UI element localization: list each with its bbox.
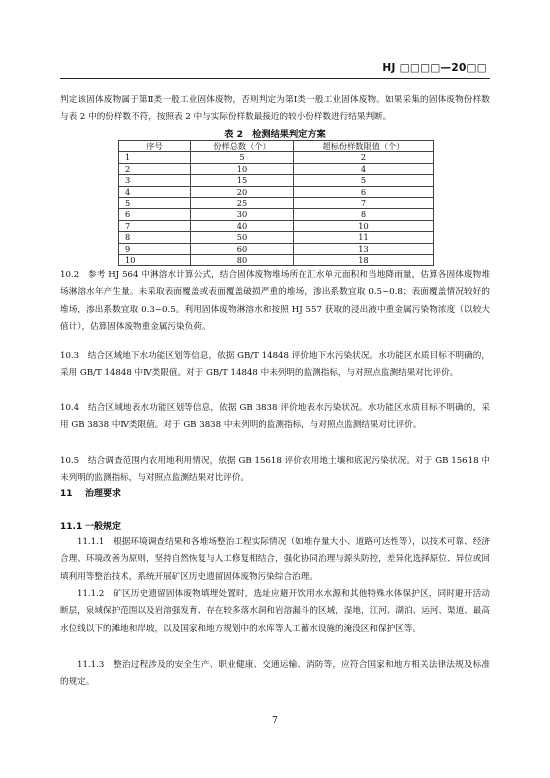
table-header-row: [119, 141, 434, 152]
cell-index: 5: [119, 198, 191, 209]
clause-11-1-1: 11.1.1 根据环境调查结果和各堆场整治工程实际情况（如堆存量大小、道路可达性等），以技术可靠、经济合理、环境改善为原则，坚持自然恢复与人工修复相结合，强化协同治理与源头防控，差异化选择原位、异位或回填利用等整治技术，系统开展矿区历史遗留固体废物污染综合治理。: [60, 537, 490, 582]
cell-total: 5: [191, 152, 294, 163]
col-header-index: 序号: [119, 141, 191, 152]
col-header-limit: 超标份样数限值（个）: [294, 141, 434, 152]
cell-index: 2: [119, 163, 191, 174]
cell-limit: 13: [294, 243, 434, 254]
clause-10-4: 10.4 结合区域地表水功能区划等信息，依据 GB 3838 评价地表水污染状况。水功能区水质目标不明确的，采用 GB 3838 中Ⅳ类限值。对于 GB 3838 中未列明的监测指标，与对照点监测结果对比评价。: [60, 403, 490, 431]
cell-index: 3: [119, 175, 191, 186]
clause-11-1-3: 11.1.3 整治过程涉及的安全生产、职业健康、交通运输、消防等，应符合国家和地方相关法律法规及标准的规定。: [60, 660, 490, 688]
table-row: [119, 186, 434, 197]
cell-total: 50: [191, 232, 294, 243]
table-row: [119, 243, 434, 254]
clause-10-5: 10.5 结合调查范围内农用地利用情况，依据 GB 15618 评价农用地土壤和底泥污染状况。对于 GB 15618 中未列明的监测指标，与对照点监测结果对比评价。: [60, 456, 490, 484]
section-11-1-title: 一般规定: [85, 522, 122, 532]
section-11-heading: [60, 486, 121, 499]
cell-limit: 7: [294, 198, 434, 209]
cell-index: 7: [119, 220, 191, 231]
cell-limit: 10: [294, 220, 434, 231]
cell-limit: 11: [294, 232, 434, 243]
cell-total: 30: [191, 209, 294, 220]
page-number: 7: [272, 716, 278, 726]
table-row: [119, 152, 434, 163]
cell-limit: 6: [294, 186, 434, 197]
cell-limit: 8: [294, 209, 434, 220]
table-row: [119, 175, 434, 186]
table-row: [119, 209, 434, 220]
cell-index: 8: [119, 232, 191, 243]
cell-total: 80: [191, 255, 294, 266]
cell-total: 25: [191, 198, 294, 209]
table-row: [119, 163, 434, 174]
table-row: [119, 198, 434, 209]
cell-index: 4: [119, 186, 191, 197]
clause-10-2: 10.2 参考 HJ 564 中淋溶水计算公式，结合固体废物堆场所在汇水单元面积和当地降雨量，估算各固体废物堆场淋溶水年产生量。未采取表面覆盖或表面覆盖破损严重的堆场，渗出系数宜取 0.5~0.8；表面覆盖情况较好的堆场，渗出系数宜取 0.3~0.5。利用固体废物淋溶水和按照 HJ 557 获取的浸出液中重金属污染物浓度（以较大值计），估算固体废物重金属污染负荷。: [60, 270, 490, 333]
table-row: [119, 232, 434, 243]
cell-limit: 5: [294, 175, 434, 186]
standard-code-header: HJ □□□□—20□□: [382, 62, 487, 74]
section-11-number: 11: [60, 489, 73, 499]
section-11-1-heading: [60, 519, 121, 532]
cell-index: 10: [119, 255, 191, 266]
clause-11-1-2: 11.1.2 矿区历史遗留固体废物填埋处置时，选址应避开饮用水水源和其他特殊水体保护区，同时避开活动断层，泉域保护范围以及岩溶强发育、存在较多落水洞和岩溶漏斗的区域，湿地，江河、湖泊、运河、渠道、最高水位线以下的滩地和岸坡，以及国家和地方规划中的水库等人工蓄水设施的淹没区和保护区等。: [60, 589, 490, 634]
result-table: [118, 140, 434, 266]
cell-limit: 2: [294, 152, 434, 163]
cell-index: 1: [119, 152, 191, 163]
header-rule: [60, 78, 490, 79]
cell-total: 40: [191, 220, 294, 231]
section-11-1-number: 11.1: [60, 522, 83, 532]
cell-total: 20: [191, 186, 294, 197]
section-11-title: 治理要求: [85, 489, 122, 499]
cell-total: 15: [191, 175, 294, 186]
table-row: [119, 220, 434, 231]
col-header-total: 份样总数（个）: [191, 141, 294, 152]
cell-index: 9: [119, 243, 191, 254]
clause-10-3: 10.3 结合区域地下水功能区划等信息，依据 GB/T 14848 评价地下水污染状况。水功能区水质目标不明确的，采用 GB/T 14848 中Ⅳ类限值。对于 GB/T 14848 中未列明的监测指标，与对照点监测结果对比评价。: [60, 351, 490, 379]
cell-limit: 18: [294, 255, 434, 266]
cell-total: 10: [191, 163, 294, 174]
table-caption: 表 2 检测结果判定方案: [224, 129, 326, 140]
cell-index: 6: [119, 209, 191, 220]
cell-limit: 4: [294, 163, 434, 174]
intro-paragraph: 判定该固体废物属于第Ⅱ类一般工业固体废物，否则判定为第Ⅰ类一般工业固体废物。如果采集的固体废物份样数与表 2 中的份样数不符，按照表 2 中与实际份样数最接近的较小份样数进行结果判断。: [60, 95, 490, 123]
table-row: [119, 255, 434, 266]
cell-total: 60: [191, 243, 294, 254]
